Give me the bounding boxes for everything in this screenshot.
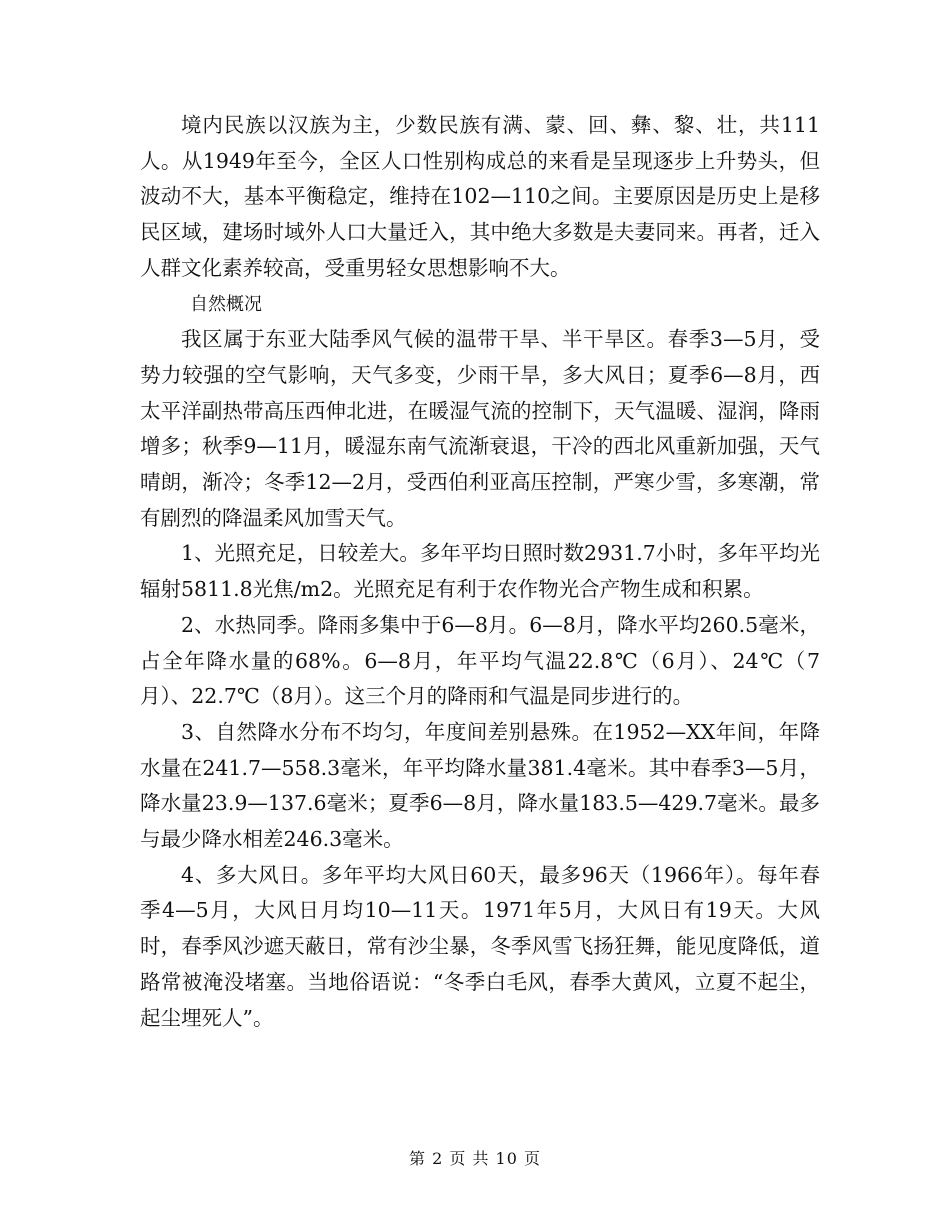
section-heading-natural-overview: 自然概况	[190, 293, 262, 315]
paragraph-sunlight: 1、光照充足，日较差大。多年平均日照时数2931.7小时，多年平均光辐射5811.8光焦/m2。光照充足有利于农作物光合产物生成和积累。	[140, 541, 820, 602]
paragraph-ethnic-population: 境内民族以汉族为主，少数民族有满、蒙、回、彝、黎、壮，共111人。从1949年至今，全区人口性别构成总的来看是呈现逐步上升势头，但波动不大，基本平衡稳定，维持在102—110之间。主要原因是历史上是移民区域，建场时域外人口大量迁入，其中绝大多数是夫妻同来。再者，迁入人群文化素养较高，受重男轻女思想影响不大。	[140, 113, 820, 280]
paragraph-climate-overview: 我区属于东亚大陆季风气候的温带干旱、半干旱区。春季3—5月，受势力较强的空气影响，天气多变，少雨干旱，多大风日；夏季6—8月，西太平洋副热带高压西伸北进，在暖湿气流的控制下，天气温暖、湿润，降雨增多；秋季9—11月，暖湿东南气流渐衰退，干冷的西北风重新加强，天气晴朗，渐冷；冬季12—2月，受西伯利亚高压控制，严寒少雪，多寒潮，常有剧烈的降温柔风加雪天气。	[140, 327, 820, 530]
paragraph-rain-heat: 2、水热同季。降雨多集中于6—8月。6—8月，降水平均260.5毫米，占全年降水量的68%。6—8月，年平均气温22.8℃（6月）、24℃（7月）、22.7℃（8月）。这三个月的降雨和气温是同步进行的。	[140, 612, 820, 709]
paragraph-precipitation: 3、自然降水分布不均匀，年度间差别悬殊。在1952—XX年间，年降水量在241.7—558.3毫米，年平均降水量381.4毫米。其中春季3—5月，降水量23.9—137.6毫米；夏季6—8月，降水量183.5—429.7毫米。最多与最少降水相差246.3毫米。	[140, 719, 820, 852]
document-body	[140, 108, 820, 1036]
paragraph-windy-days: 4、多大风日。多年平均大风日60天，最多96天（1966年）。每年春季4—5月，大风日月均10—11天。1971年5月，大风日有19天。大风时，春季风沙遮天蔽日，常有沙尘暴，冬季风雪飞扬狂舞，能见度降低，道路常被淹没堵塞。当地俗语说：“冬季白毛风，春季大黄风，立夏不起尘，起尘埋死人”。	[140, 862, 820, 1030]
page-footer: 第 2 页 共 10 页	[409, 1149, 541, 1168]
